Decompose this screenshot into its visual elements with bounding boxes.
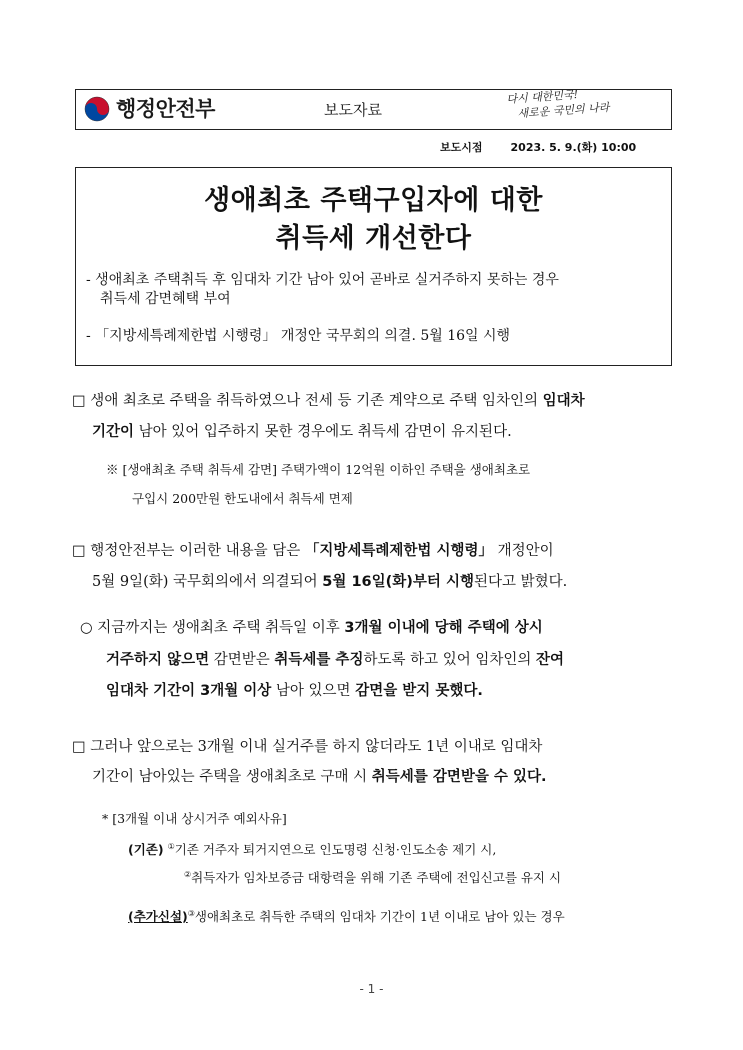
note-1-line-1: ※ [생애최초 주택 취득세 감면] 주택가액이 12억원 이하인 주택을 생애최초로 — [106, 462, 531, 477]
paragraph-1-line-2: 기간이 남아 있어 입주하지 못한 경우에도 취득세 감면이 유지된다. — [92, 424, 512, 440]
paragraph-2-line-2: 5월 9일(화) 국무회의에서 의결되어 5월 16일(화)부터 시행된다고 밝혔다. — [92, 574, 568, 590]
note-2-existing-1: (기존) ①기존 거주자 퇴거지연으로 인도명령 신청·인도소송 제기 시, — [128, 842, 497, 858]
title-line-1: 생애최초 주택구입자에 대한 — [204, 185, 543, 216]
government-emblem-icon — [84, 96, 110, 122]
note-1-line-2: 구입시 200만원 한도내에서 취득세 면제 — [132, 491, 353, 506]
subtitle-1 — [86, 271, 666, 309]
press-header — [75, 89, 672, 130]
page-number: - 1 - — [359, 982, 384, 996]
subtitle-1-line-1: - 생애최초 주택취득 후 임대차 기간 남아 있어 곧바로 실거주하지 못하는 경우 — [86, 272, 559, 288]
subtitle-1-line-2: 취득세 감면혜택 부여 — [100, 291, 231, 307]
release-time-label: 보도시점 — [440, 141, 483, 154]
paragraph-4-line-1: □ 그러나 앞으로는 3개월 이내 실거주를 하지 않더라도 1년 이내로 임대차 — [72, 739, 543, 755]
paragraph-1-line-1: □ 생애 최초로 주택을 취득하였으나 전세 등 기존 계약으로 주택 임차인의 임대차 — [72, 393, 585, 409]
paragraph-3-line-2: 거주하지 않으면 감면받은 취득세를 추징하도록 하고 있어 임차인의 잔여 — [106, 652, 564, 668]
paragraph-3-line-1: ○ 지금까지는 생애최초 주택 취득일 이후 3개월 이내에 당해 주택에 상시 — [80, 620, 543, 636]
slogan-signature — [506, 81, 668, 128]
slogan-line-1: 다시 대한민국! — [506, 87, 579, 106]
paragraph-2-line-1: □ 행정안전부는 이러한 내용을 담은 「지방세특례제한법 시행령」 개정안이 — [72, 543, 554, 559]
title-box — [75, 167, 672, 366]
subtitle-2: - 「지방세특례제한법 시행령」 개정안 국무회의 의결. 5월 16일 시행 — [86, 328, 511, 344]
title-line-2: 취득세 개선한다 — [275, 223, 472, 254]
note-2-added: (추가신설)③생애최초로 취득한 주택의 임대차 기간이 1년 이내로 남아 있는 경우 — [128, 909, 565, 925]
paragraph-3-line-3: 임대차 기간이 3개월 이상 남아 있으면 감면을 받지 못했다. — [106, 683, 483, 699]
note-2-existing-2: ②취득자가 임차보증금 대항력을 위해 기존 주택에 전입신고를 유지 시 — [184, 870, 562, 886]
ministry-name: 행정안전부 — [116, 97, 215, 121]
press-release-label: 보도자료 — [324, 101, 382, 119]
release-time-value: 2023. 5. 9.(화) 10:00 — [510, 141, 637, 154]
note-2-title: * [3개월 이내 상시거주 예외사유] — [102, 811, 287, 826]
paragraph-4-line-2: 기간이 남아있는 주택을 생애최초로 구매 시 취득세를 감면받을 수 있다. — [92, 769, 547, 785]
release-time — [440, 139, 636, 155]
slogan-line-2: 새로운 국민의 나라 — [517, 100, 610, 121]
